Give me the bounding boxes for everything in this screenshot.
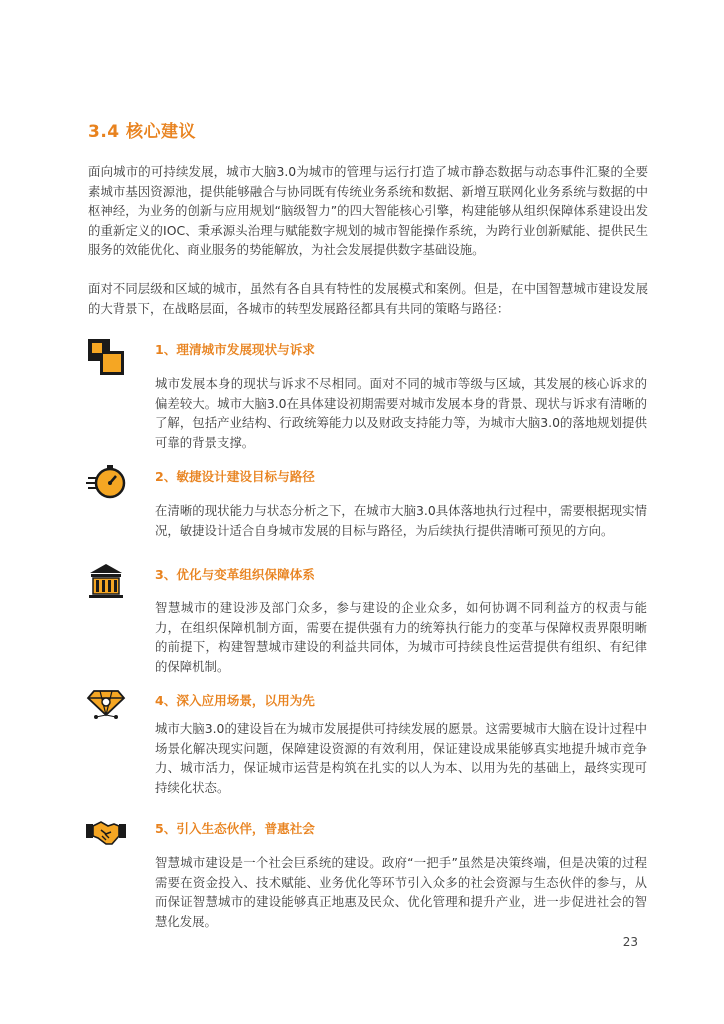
item-title: 3、优化与变革组织保障体系 — [155, 567, 315, 582]
item-body: 城市大脑3.0的建设旨在为城市发展提供可持续发展的愿景。这需要城市大脑在设计过程中场景化解决现实问题，保障建设资源的有效利用，保证建设成果能够真实地提升城市竞争力、城市活力，保证城市运营是构筑在扎实的以人为本、以用为先的基础上，最终实现可持续化状态。 — [155, 721, 647, 795]
item-body: 智慧城市的建设涉及部门众多，参与建设的企业众多，如何协调不同利益方的权责与能力，在组织保障机制方面，需要在提供强有力的统筹执行能力的变革与保障权责界限明晰的前提下，构建智慧城市建设的利益共同体，为城市可持续良性运营提供有组织、有纪律的保障机制。 — [155, 600, 647, 674]
item-body: 城市发展本身的现状与诉求不尽相同。面对不同的城市等级与区域，其发展的核心诉求的偏差较大。城市大脑3.0在具体建设初期需要对城市发展本身的背景、现状与诉求有清晰的了解，包括产业结构、行政统筹能力以及财政支持能力等，为城市大脑3.0的落地规划提供可靠的背景支撑。 — [155, 376, 647, 450]
institution-building-icon — [86, 561, 126, 601]
diamond-network-icon — [86, 681, 126, 721]
item-body: 在清晰的现状能力与状态分析之下，在城市大脑3.0具体落地执行过程中，需要根据现实情况，敏捷设计适合自身城市发展的目标与路径，为后续执行提供清晰可预见的方向。 — [155, 503, 647, 538]
item-title: 1、理清城市发展现状与诉求 — [155, 342, 315, 357]
intro-paragraph: 面向城市的可持续发展，城市大脑3.0为城市的管理与运行打造了城市静态数据与动态事件汇聚的全要素城市基因资源池，提供能够融合与协同既有传统业务系统和数据、新增互联网化业务系统与数据的中枢神经，为业务的创新与应用规划“脑级智力”的四大智能核心引擎，构建能够从组织保障体系建设出发的重新定义的IOC、秉承源头治理与赋能数字规划的城市智能操作系统，为跨行业创新赋能、提供民生服务的效能优化、商业服务的势能解放，为社会发展提供数字基础设施。 — [88, 164, 648, 257]
intro-paragraph: 面对不同层级和区域的城市，虽然有各自具有特性的发展模式和案例。但是，在中国智慧城市建设发展的大背景下，在战略层面，各城市的转型发展路径都具有共同的策略与路径： — [88, 281, 648, 316]
item-title: 5、引入生态伙伴，普惠社会 — [155, 821, 315, 836]
overlapping-squares-icon — [86, 337, 126, 377]
page-number: 23 — [622, 935, 638, 949]
item-title: 4、深入应用场景，以用为先 — [155, 693, 315, 708]
item-body: 智慧城市建设是一个社会巨系统的建设。政府“一把手”虽然是决策终端，但是决策的过程需要在资金投入、技术赋能、业务优化等环节引入众多的社会资源与生态伙伴的参与，从而保证智慧城市的建设能够真正地惠及民众、优化管理和提升产业，进一步促进社会的智慧化发展。 — [155, 855, 647, 929]
handshake-icon — [86, 812, 126, 852]
section-title: 3.4 核心建议 — [88, 122, 197, 142]
item-title: 2、敏捷设计建设目标与路径 — [155, 469, 315, 484]
speed-clock-icon — [86, 462, 126, 502]
